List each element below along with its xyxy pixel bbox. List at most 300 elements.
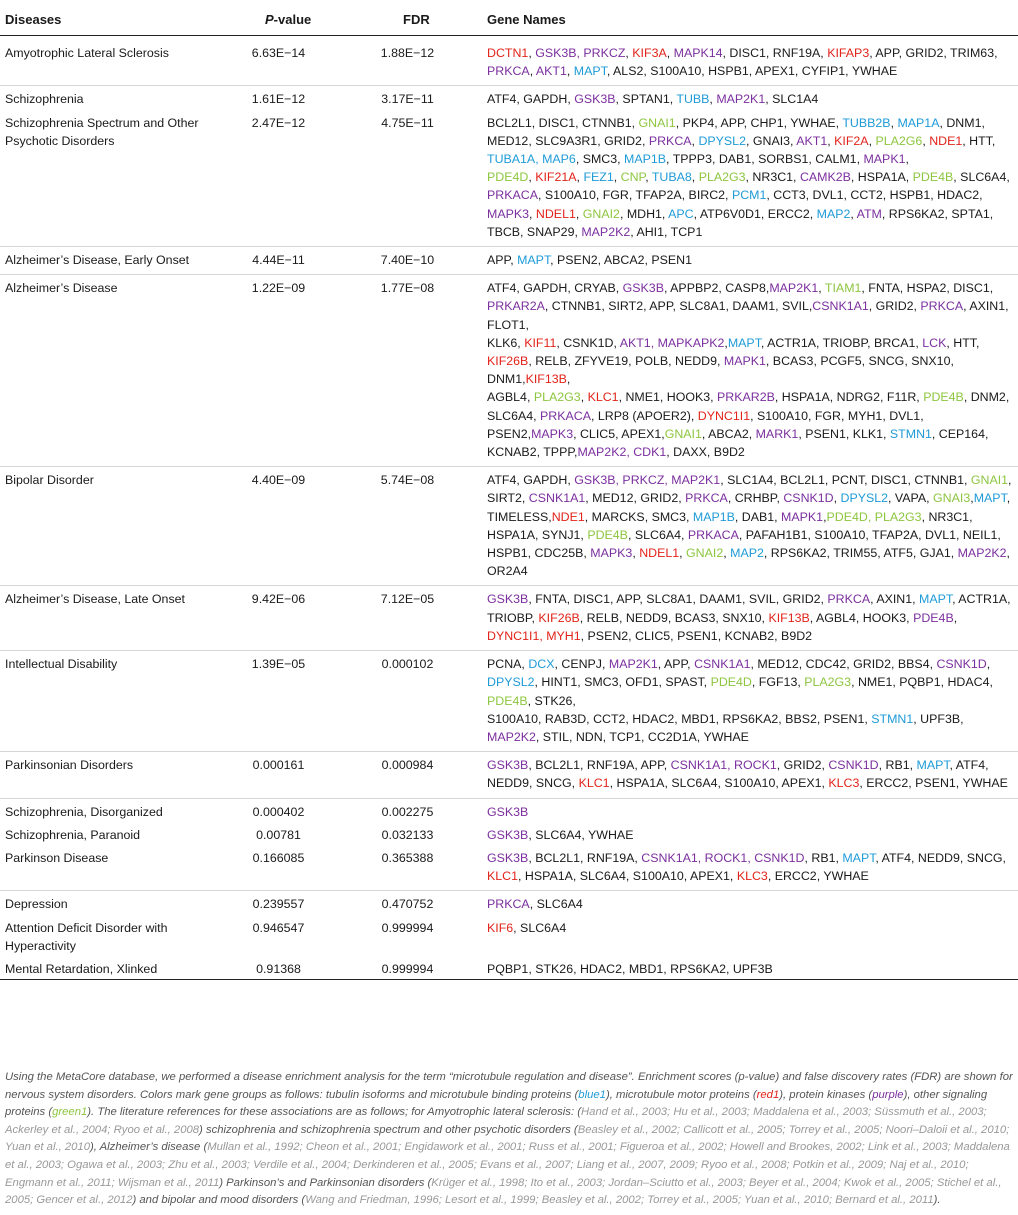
footnote-color-key: red1 [756,1088,780,1101]
gene-name-colored: KIF21A [535,170,577,185]
gene-name-colored: KIF3A [632,46,667,60]
gene-name-colored: MAPK1 [781,509,824,524]
gene-text: , RB1, [804,850,843,865]
gene-name-colored: PDE4D [710,675,752,690]
gene-text: , NME1, HOOK3, [618,390,718,405]
footnote-text: ) schizophrenia and schizophrenia spectrum and other psychotic disorders ( [199,1123,578,1136]
gene-text: ATF4, GAPDH, CRYAB, [487,281,623,296]
table-row [0,845,1018,891]
gene-text: , RPS6KA2, SPTA1, TBCB, SNAP29, [487,206,994,239]
gene-text: ATF4, GAPDH, [487,473,575,488]
footnote-reference: Hand et al., 2003; Hu et al., 2003; Maddalena et al., 2003; Süssmuth et al., 2003; Ackerley et al., 2004; Ryoo et al., 2008 [5,1106,987,1136]
gene-name-colored: DYNC1I1 [697,408,751,423]
gene-text: PQBP1, STK26, HDAC2, MBD1, RPS6KA2, UPF3B [487,961,773,976]
gene-name-colored: PRKAR2A [487,299,545,314]
gene-name-colored: ATM [856,206,882,221]
gene-text: , SLC1A4 [765,92,819,107]
gene-name-colored: DCTN1 [487,46,529,60]
disease-name: Schizophrenia, Disorganized [5,804,163,819]
gene-text: , MED12, GRID2, [585,491,686,506]
gene-text: , SLC1A4, BCL2L1, PCNT, DISC1, CTNNB1, [720,473,971,488]
gene-text: , TPPP3, DAB1, SORBS1, CALM1, [666,152,864,167]
gene-name-colored: MAPT [973,491,1007,506]
gene-text: , TIMELESS, [487,491,1011,524]
table-body [0,36,1018,980]
gene-name-colored: PLA2G3 [533,390,581,405]
gene-text: , [709,92,717,107]
gene-text: , DNM1, MED12, SLC9A3R1, GRID2, [487,115,985,148]
gene-text: , AXIN1, [870,592,920,607]
gene-name-colored: CNP [620,170,646,185]
gene-text: , SLC6A4 [529,897,583,912]
gene-name-colored: PRKCA [648,133,692,148]
fdr-value: 7.12E−05 [350,586,475,651]
gene-names [475,956,1018,980]
gene-name-colored: GNAI3 [933,491,971,506]
fdr-value: 0.000984 [350,752,475,798]
disease-name: Amyotrophic Lateral Sclerosis [0,36,215,86]
fdr-value: 0.032133 [381,827,434,842]
gene-text: , [850,206,857,221]
gene-name-colored: TUBA1A, MAP6 [487,152,576,167]
disease-name: Alzheimer’s Disease, Late Onset [0,586,215,651]
gene-text: S100A10, RAB3D, CCT2, HDAC2, MBD1, RPS6KA2, BBS2, PSEN1, [487,711,872,726]
gene-text: , AXIN1, FLOT1, [487,299,1009,332]
gene-name-colored: MAP2K1 [769,281,819,296]
gene-name-colored: CAMK2B [799,170,851,185]
table-footnote [5,1069,1013,1210]
header-diseases: Diseases [0,6,215,36]
gene-name-colored: FEZ1 [583,170,614,185]
gene-name-colored: KIF11 [524,335,557,350]
gene-text: , ACTR1A, TRIOBP, [487,592,1011,625]
gene-name-colored: PDE4B [487,693,528,708]
footnote-text: ), protein kinases ( [779,1088,873,1101]
gene-name-colored: MARK1 [755,426,799,441]
disease-name: Parkinson Disease [0,845,215,891]
gene-name-colored: CSNK1A1 [812,299,869,314]
gene-name-colored: KLC3 [828,776,860,791]
footnote-text: ). The literature references for these associations are as follows; for Amyotrophic lateral sclerosis: ( [87,1106,581,1119]
gene-name-colored: NDE1 [929,133,963,148]
gene-name-colored: PRKACA [487,188,538,203]
gene-name-colored: PRKCA [827,592,871,607]
disease-name: Attention Deficit Disorder with Hyperactivity [5,920,168,953]
fdr-value: 0.999994 [350,956,475,980]
gene-text: , UPF3B, [913,711,964,726]
gene-text: , [529,64,536,79]
gene-text: , [723,546,731,561]
footnote-reference: Wang and Friedman, 1996; Lesort et al., 1999; Beasley et al., 2002; Torrey et al., 2005; Yuan et al., 2010; Bernard et al., 2011 [305,1194,934,1207]
gene-text: , [613,170,621,185]
table-row [0,798,1018,822]
p-value: 1.39E−05 [215,651,350,752]
gene-name-colored: TIAM1 [824,281,862,296]
gene-names [475,915,1018,956]
gene-names [475,891,1018,915]
gene-name-colored: PRKACA [687,527,739,542]
gene-text: , CTNNB1, SIRT2, APP, SLC8A1, DAAM1, SVIL, [544,299,813,314]
gene-names [475,651,1018,752]
table-row [0,247,1018,275]
gene-text: , [566,372,571,387]
gene-name-colored: MAPK3 [531,426,574,441]
gene-names [475,36,1018,86]
gene-name-colored: MAP2K2, CDK1 [577,445,667,460]
gene-text: , BCAS3, PCGF5, SNCG, SNX10, DNM1, [487,354,954,387]
fdr-value: 0.365388 [350,845,475,891]
gene-text: , [823,509,827,524]
p-value: 4.44E−11 [215,247,350,275]
table-row [0,36,1018,86]
footnote-color-key: purple [872,1088,904,1101]
gene-text: , PAFAH1B1, S100A10, TFAP2A, DVL1, NEIL1, HSPB1, CDC25B, [487,527,1001,561]
gene-name-colored: STMN1 [871,711,914,726]
fdr-value: 5.74E−08 [350,467,475,586]
gene-text: , GRID2, [776,758,829,773]
gene-name-colored: DPYSL2 [698,133,746,148]
gene-text: , ALS2, S100A10, HSPB1, APEX1, CYFIP1, YWHAE [606,64,898,79]
gene-name-colored: KIF6 [487,920,514,935]
gene-text: , [679,546,687,561]
gene-name-colored: GNAI2 [686,546,724,561]
gene-name-colored: MAPK1 [723,354,766,369]
gene-text: , MDH1, [619,206,669,221]
gene-text: , GRID2, [868,299,921,314]
gene-name-colored: KIF26B [487,354,529,369]
gene-name-colored: KIF2A [834,133,869,148]
gene-text: , ERCC2, YWHAE [767,869,869,884]
fdr-value: 0.000102 [350,651,475,752]
fdr-value: 4.75E−11 [350,110,475,247]
gene-text: , CENPJ, [554,657,609,672]
gene-text: KLK6, [487,335,525,350]
footnote-text: Using the MetaCore database, we performed a disease enrichment analysis for the term “microtubule regulation and disease”. Enrichment scores (p-value) and false discovery rates (FDR) are shown for nervous system disorders. Colors mark gene groups as follows: tubulin isoforms and microtubule binding proteins ( [5,1071,1013,1101]
gene-name-colored: STMN1 [889,426,932,441]
gene-name-colored: KLC1 [578,776,610,791]
p-value: 0.946547 [252,920,305,935]
gene-name-colored: MAPK1 [863,152,906,167]
gene-text: , [529,206,536,221]
disease-name: Alzheimer’s Disease [0,275,215,467]
gene-text: , SLC6A4, YWHAE [528,827,634,842]
gene-text: , FNTA, HSPA2, DISC1, [861,281,994,296]
gene-text: , VAPA, [888,491,934,506]
gene-name-colored: CSNK1A1, ROCK1, CSNK1D [641,850,805,865]
gene-text: , [922,133,930,148]
gene-name-colored: PLA2G3 [804,675,852,690]
gene-name-colored: KLC1 [487,869,518,884]
gene-text: , MARCKS, SMC3, [584,509,693,524]
header-pvalue-rest: -value [273,12,312,27]
gene-name-colored: NDEL1 [639,546,680,561]
gene-text: ATF4, GAPDH, [487,92,575,107]
disease-name: Bipolar Disorder [0,467,215,586]
table-row [0,956,1018,980]
gene-names [475,752,1018,798]
gene-text: , ATF4, NEDD9, SNCG, [487,758,989,791]
gene-text: , APP, GRID2, TRIM63, [869,46,998,60]
gene-name-colored: MAP2K2 [581,224,631,239]
gene-text: , SLC6A4, [627,527,688,542]
gene-name-colored: GSK3B [487,758,529,773]
gene-name-colored: PCM1 [731,188,767,203]
gene-name-colored: KLC3 [736,869,768,884]
gene-text: , PKP4, APP, CHP1, YWHAE, [675,115,843,130]
gene-name-colored: MAPK3 [590,546,633,561]
p-value: 9.42E−06 [215,586,350,651]
gene-name-colored: GNAI1 [970,473,1009,488]
gene-name-colored: MAP2K2 [487,729,536,744]
gene-text: , APPBP2, CASP8, [663,281,770,296]
gene-text: , [580,390,588,405]
gene-text: , AHI1, TCP1 [630,224,703,239]
gene-name-colored: MAPT [517,253,551,268]
p-value: 0.166085 [215,845,350,891]
gene-text: , DISC1, RNF19A, [722,46,828,60]
footnote-reference: Mullan et al., 1992; Cheon et al., 2001; Engidawork et al., 2001; Russ et al., 2001; Figueroa et al., 2002; Howell and Brookes, 2002; Link et al., 2003; Maddalena et al., 2003; Ogawa et al., 2003; Zhu et al., 2003; Verdile et al., 2004; Derkinderen et al., 2005; Evans et al., 2007; Liang et al., 2007, 2009; Ryoo et al., 2008; Potkin et al., 2009; Naj et al., 2010; Engmann et al., 2011; Wijsman et al., 2011 [5,1141,1010,1189]
gene-names [475,822,1018,845]
footnote-reference: Beasley et al., 2002; Callicott et al., 2005; Torrey et al., 2005; Noori–Daloii et al., 2010; Yuan et al., 2010 [5,1123,1010,1154]
gene-text: , [632,546,640,561]
gene-names [475,110,1018,247]
disease-enrichment-table [0,6,1018,980]
header-gene-names: Gene Names [475,6,1018,36]
gene-name-colored: PDE4D [487,170,529,185]
disease-name: Schizophrenia, Paranoid [5,827,141,842]
fdr-value: 3.17E−11 [381,92,434,107]
gene-name-colored: KLC1 [587,390,619,405]
table-row [0,822,1018,845]
gene-name-colored: KIFAP3 [827,46,870,60]
gene-text: , SMC3, [575,152,625,167]
disease-name: Depression [5,897,68,912]
gene-name-colored: MAPT [573,64,607,79]
gene-text: , DAXX, B9D2 [666,445,745,460]
gene-text: , RELB, NEDD9, BCAS3, SNX10, [579,610,769,625]
gene-text: , STIL, NDN, TCP1, CC2D1A, YWHAE [535,729,749,744]
gene-name-colored: PLA2G6 [875,133,923,148]
gene-names [475,86,1018,110]
table-row [0,467,1018,586]
gene-name-colored: PDE4B [912,170,954,185]
gene-text: , [566,64,574,79]
gene-name-colored: PDE4B [913,610,954,625]
gene-text: , SLC6A4 [513,920,567,935]
gene-text: , FGF13, [751,675,805,690]
gene-name-colored: KIF26B [538,610,580,625]
gene-text: , STK26, [527,693,576,708]
p-value: 0.000402 [252,804,305,819]
gene-text: , [691,133,699,148]
gene-name-colored: PRKACA [540,408,592,423]
gene-name-colored: PRKCA [487,64,530,79]
footnote-color-key: blue1 [578,1088,606,1101]
gene-text: , [905,152,909,167]
gene-names [475,275,1018,467]
gene-text: , CEP164, KCNAB2, TPPP, [487,426,989,460]
gene-name-colored: PDE4D, PLA2G3 [826,509,922,524]
gene-name-colored: PDE4B [587,527,628,542]
p-value: 1.22E−09 [215,275,350,467]
gene-text: , [818,281,825,296]
gene-text: , PSEN2, CLIC5, PSEN1, KCNAB2, B9D2 [580,628,813,643]
gene-text: , [890,115,898,130]
gene-text: , ERCC2, PSEN1, YWHAE [859,776,1008,791]
gene-name-colored: GSK3B, PRKCZ [535,46,626,60]
gene-text: , CCT3, DVL1, CCT2, HSPB1, HDAC2, [766,188,983,203]
gene-text: , RELB, ZFYVE19, POLB, NEDD9, [528,354,724,369]
gene-name-colored: GNAI1 [638,115,676,130]
gene-text: , HTT, [962,133,996,148]
table-row [0,891,1018,915]
fdr-value: 1.88E−12 [350,36,475,86]
footnote-text: ). [933,1194,941,1207]
gene-names [475,467,1018,586]
gene-text: , PSEN1, KLK1, [798,426,890,441]
gene-name-colored: GSK3B [574,92,616,107]
gene-text: , [528,46,536,60]
gene-text: , BCL2L1, RNF19A, [528,850,642,865]
gene-text: , HSPA1A, SLC6A4, S100A10, APEX1, [518,869,737,884]
gene-text: , [953,610,958,625]
gene-name-colored: GSK3B [487,827,529,842]
p-value: 4.40E−09 [215,467,350,586]
footnote-text: ), microtubule motor proteins ( [605,1088,757,1101]
gene-text: , HSPA1A, SLC6A4, S100A10, APEX1, [609,776,829,791]
gene-text: , SPTAN1, [615,92,677,107]
gene-text: , [833,491,841,506]
gene-name-colored: MAP1A [897,115,940,130]
gene-name-colored: PRKCA [487,897,530,912]
table-row [0,651,1018,752]
gene-text: , APP, [657,657,695,672]
gene-text: AGBL4, [487,390,534,405]
p-value: 0.91368 [215,956,350,980]
gene-name-colored: GSK3B [487,592,529,607]
gene-text: , [625,46,633,60]
gene-name-colored: GSK3B [487,804,529,819]
gene-name-colored: CSNK1D [936,657,987,672]
p-value: 1.61E−12 [251,92,306,107]
gene-text: , CSNK1D, [556,335,620,350]
p-value: 0.000161 [215,752,350,798]
gene-name-colored: GNAI2 [582,206,620,221]
gene-name-colored: TUBB2B [842,115,891,130]
gene-text: , [576,170,584,185]
gene-name-colored: MAPT [916,758,950,773]
gene-name-colored: DPYSL2 [840,491,889,506]
p-value: 0.239557 [252,897,305,912]
gene-name-colored: MAP2K1 [608,657,658,672]
gene-text: , MED12, CDC42, GRID2, BBS4, [750,657,937,672]
gene-text: , [645,170,652,185]
gene-text: , PSEN2, ABCA2, PSEN1 [550,253,693,268]
gene-text: , AGBL4, HOOK3, [809,610,914,625]
gene-text: , CRHBP, [727,491,784,506]
gene-name-colored: NDEL1 [535,206,576,221]
gene-name-colored: PRKCA [685,491,728,506]
gene-text: , [986,657,991,672]
gene-name-colored: APC [668,206,694,221]
gene-names [475,586,1018,651]
gene-text: , CLIC5, APEX1, [573,426,665,441]
gene-text: , [691,170,699,185]
footnote-text: ) and bipolar and mood disorders ( [132,1194,306,1207]
disease-name: Parkinsonian Disorders [0,752,215,798]
gene-name-colored: MAPT [919,592,953,607]
gene-text: , [575,206,583,221]
disease-name: Schizophrenia [5,92,84,107]
header-fdr: FDR [350,6,475,36]
gene-text: , HSPA1A, [850,170,913,185]
gene-name-colored: MAP2K1 [716,92,766,107]
gene-names [475,845,1018,891]
gene-name-colored: TUBB [676,92,710,107]
gene-text: , [868,133,876,148]
disease-name: Alzheimer’s Disease, Early Onset [0,247,215,275]
gene-name-colored: MAP2K2 [957,546,1007,561]
footnote-color-key: green1 [52,1106,88,1119]
fdr-value: 0.002275 [381,804,434,819]
gene-name-colored: LCK [922,335,947,350]
gene-name-colored: AKT1 [796,133,828,148]
footnote-text: ), other signaling proteins ( [5,1088,988,1119]
footnote-text: ), Alzheimer’s disease ( [90,1141,208,1154]
gene-name-colored: DCX [528,657,555,672]
gene-names [475,798,1018,822]
gene-name-colored: GSK3B, PRKCZ, MAP2K1 [574,473,721,488]
footnote-text: ) Parkinson’s and Parkinsonian disorders ( [219,1176,432,1189]
gene-text: APP, [487,253,518,268]
gene-text: , NME1, PQBP1, HDAC4, [851,675,993,690]
gene-text: , RB1, [878,758,917,773]
gene-name-colored: PRKAR2B [717,390,775,405]
gene-text: BCL2L1, DISC1, CTNNB1, [487,115,639,130]
gene-name-colored: PRKCA [920,299,964,314]
gene-name-colored: MAP1B [692,509,735,524]
gene-names [475,247,1018,275]
gene-name-colored: PDE4B [923,390,964,405]
table-row [0,586,1018,651]
gene-name-colored: PLA2G3 [698,170,746,185]
table-header-row [0,6,1018,36]
gene-name-colored: MAP2 [730,546,764,561]
gene-text: , GNAI3, [745,133,797,148]
gene-text: , [970,491,974,506]
gene-text: , ATP6V0D1, ERCC2, [693,206,817,221]
gene-name-colored: CSNK1A1 [694,657,751,672]
gene-text: , RPS6KA2, TRIM55, ATF5, GJA1, [763,546,958,561]
p-value: 6.63E−14 [215,36,350,86]
gene-text: , [528,170,536,185]
gene-text: , NR3C1, HSPA1A, SYNJ1, [487,509,973,542]
gene-name-colored: MAPK3 [487,206,530,221]
p-value: 0.00781 [256,827,301,842]
header-pvalue-italic: P [265,12,274,27]
gene-text: , ACTR1A, TRIOBP, BRCA1, [760,335,923,350]
gene-text: , SIRT2, [487,473,1012,506]
disease-name: Intellectual Disability [0,651,215,752]
gene-text: , BCL2L1, RNF19A, APP, [528,758,671,773]
table-row [0,915,1018,956]
gene-text: , HTT, [946,335,980,350]
gene-name-colored: CSNK1D [783,491,834,506]
gene-name-colored: CSNK1A1, ROCK1 [670,758,777,773]
gene-name-colored: CSNK1A1 [528,491,586,506]
fdr-value: 7.40E−10 [350,247,475,275]
gene-text: , DAB1, [734,509,782,524]
